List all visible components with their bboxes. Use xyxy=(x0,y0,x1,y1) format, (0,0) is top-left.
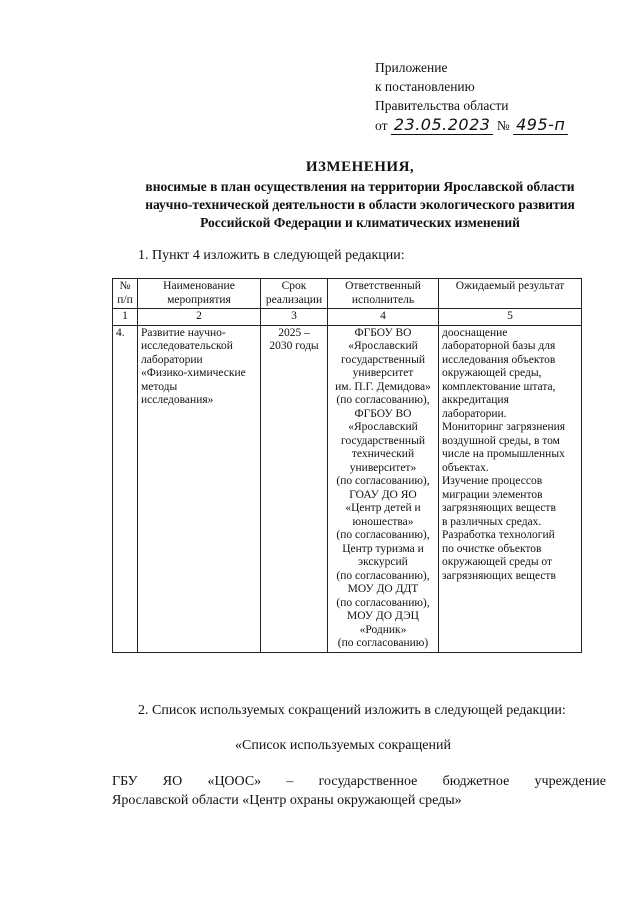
col-number: 3 xyxy=(261,309,328,326)
row-term xyxy=(261,325,328,652)
table-header-row xyxy=(113,279,582,309)
cell-line: университет» xyxy=(349,461,417,474)
cell-line: экскурсий xyxy=(358,556,408,568)
title-line-3: Российской Федерации и климатических изменений xyxy=(200,215,520,230)
cell-line: окружающей среды, xyxy=(442,367,542,379)
cell-line: загрязняющих веществ xyxy=(442,569,556,582)
cell-line: Развитие научно- xyxy=(141,326,226,339)
cell-line: лаборатории. xyxy=(442,407,507,420)
header-name: Наименование мероприятия xyxy=(138,279,261,309)
appendix-label: Приложение xyxy=(375,60,448,75)
appendix-government: Правительства области xyxy=(375,98,509,113)
cell-line: методы xyxy=(141,380,178,393)
appendix-num-sign: № xyxy=(496,118,510,133)
cell-line: «Ярославский xyxy=(348,421,418,433)
col-number: 1 xyxy=(113,309,138,326)
cell-line: (по согласованию), xyxy=(336,529,430,541)
header-num: № п/п xyxy=(113,279,138,309)
cell-line: исследовательской xyxy=(141,340,233,352)
header-executor: Ответственный исполнитель xyxy=(328,279,439,309)
title-line-2: научно-технической деятельности в области экологического развития xyxy=(145,197,575,212)
cell-line: им. П.Г. Демидова» xyxy=(335,380,431,393)
table-row xyxy=(113,325,582,652)
plan-table xyxy=(112,278,582,653)
cell-line: лаборатории xyxy=(141,353,203,366)
cell-line: по очистке объектов xyxy=(442,542,542,555)
cell-line: в различных средах. xyxy=(442,515,542,528)
row-name xyxy=(138,325,261,652)
header-result: Ожидаемый результат xyxy=(439,279,582,309)
cell-line: (по согласованию), xyxy=(336,475,430,487)
cell-line: государственный xyxy=(341,434,425,447)
item-2-text: 2. Список используемых сокращений изложить в следующей редакции: xyxy=(138,703,566,718)
appendix-date-line xyxy=(375,115,568,135)
cell-line: числе на промышленных xyxy=(442,448,565,460)
cell-line: миграции элементов xyxy=(442,488,543,501)
cell-line: 2025 – xyxy=(278,326,310,339)
cell-line: ФГБОУ ВО xyxy=(354,407,412,420)
abbreviation-line-2: Ярославской области «Центр охраны окружающей среды» xyxy=(112,793,462,808)
cell-line: (по согласованию), xyxy=(336,394,430,406)
handwritten-number: 495-п xyxy=(513,115,568,135)
col-number: 4 xyxy=(328,309,439,326)
header-term: Срок реализации xyxy=(261,279,328,309)
cell-line: (по согласованию), xyxy=(336,569,430,582)
row-num: 4. xyxy=(113,325,138,652)
cell-line: университет xyxy=(352,367,414,379)
row-result xyxy=(439,325,582,652)
cell-line: «Родник» xyxy=(359,623,407,636)
cell-line: «Физико-химические xyxy=(141,367,246,379)
cell-line: государственный xyxy=(341,353,425,366)
cell-line: 2030 годы xyxy=(269,340,319,352)
table-column-numbers-row xyxy=(113,309,582,326)
cell-line: МОУ ДО ДДТ xyxy=(347,583,419,595)
cell-line: аккредитация xyxy=(442,394,509,406)
handwritten-date: 23.05.2023 xyxy=(391,115,494,135)
cell-line: Изучение процессов xyxy=(442,475,543,487)
cell-line: лабораторной базы для xyxy=(442,340,556,352)
cell-line: (по согласованию) xyxy=(337,637,429,649)
item-1-text: 1. Пункт 4 изложить в следующей редакции: xyxy=(138,248,405,263)
document-title xyxy=(100,158,620,232)
cell-line: дооснащение xyxy=(442,326,508,339)
cell-line: комплектование штата, xyxy=(442,380,556,393)
row-executors xyxy=(328,325,439,652)
appendix-header xyxy=(375,58,568,135)
cell-line: окружающей среды от xyxy=(442,556,553,568)
cell-line: «Центр детей и xyxy=(345,502,421,514)
cell-line: ГОАУ ДО ЯО xyxy=(349,488,417,501)
col-number: 5 xyxy=(439,309,582,326)
cell-line: Разработка технологий xyxy=(442,529,555,541)
cell-line: Мониторинг загрязнения xyxy=(442,421,566,433)
cell-line: технический xyxy=(351,448,415,460)
cell-line: воздушной среды, в том xyxy=(442,434,560,447)
col-number: 2 xyxy=(138,309,261,326)
cell-line: МОУ ДО ДЭЦ xyxy=(347,610,419,622)
abbreviation-line-1: ГБУ ЯО «ЦООС» – государственное бюджетное учреждение xyxy=(112,774,606,789)
list-title: «Список используемых сокращений xyxy=(235,738,451,753)
cell-line: (по согласованию), xyxy=(336,596,430,609)
cell-line: загрязняющих веществ xyxy=(442,502,556,514)
appendix-from: от xyxy=(375,118,388,133)
cell-line: «Ярославский xyxy=(348,340,418,352)
cell-line: ФГБОУ ВО xyxy=(354,326,412,339)
cell-line: Центр туризма и xyxy=(342,542,424,555)
title-main: ИЗМЕНЕНИЯ, xyxy=(305,159,415,175)
cell-line: исследования объектов xyxy=(442,353,556,366)
cell-line: исследования» xyxy=(141,394,214,406)
appendix-resolution: к постановлению xyxy=(375,79,475,94)
cell-line: юношества» xyxy=(352,515,414,528)
cell-line: объектах. xyxy=(442,461,489,474)
title-line-1: вносимые в план осуществления на территории Ярославской области xyxy=(145,179,575,194)
